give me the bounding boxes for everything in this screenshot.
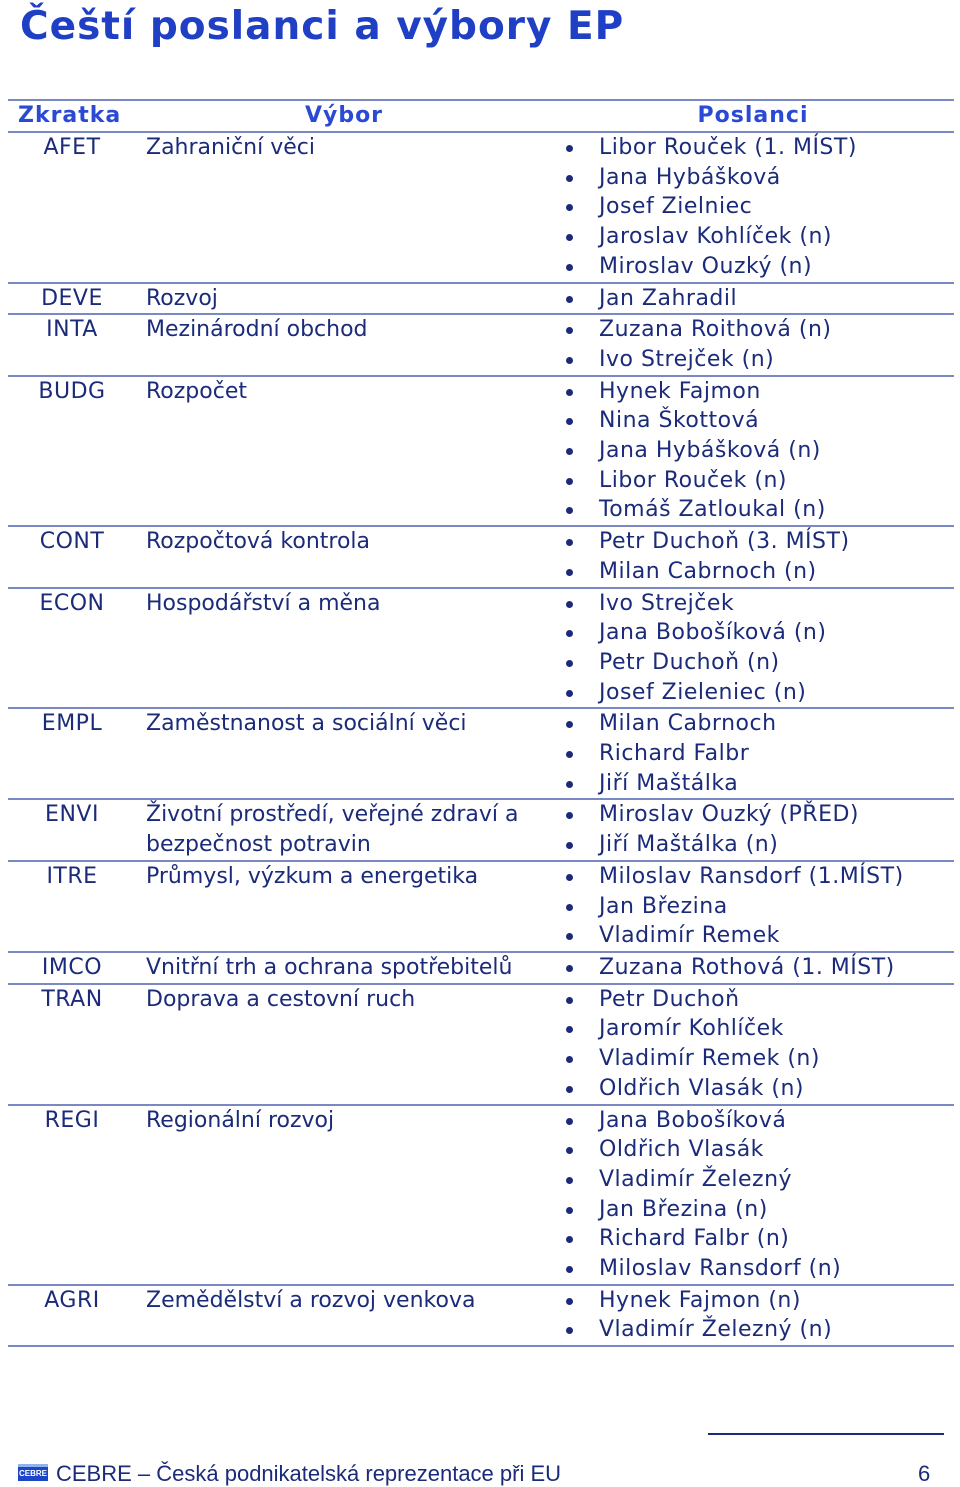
committee-abbr: EMPL (8, 708, 136, 799)
cebre-logo-icon: CEBRE (18, 1464, 48, 1481)
committee-abbr: TRAN (8, 984, 136, 1105)
table-header-row (8, 100, 954, 132)
committee-name: Rozpočet (136, 376, 552, 527)
committee-name: Doprava a cestovní ruch (136, 984, 552, 1105)
members-cell (552, 588, 954, 709)
page-number: 6 (918, 1461, 931, 1486)
members-list (552, 709, 954, 798)
members-list (552, 1106, 954, 1284)
committee-name: Regionální rozvoj (136, 1105, 552, 1285)
member-item: Jana Hybášková (n) (552, 436, 954, 466)
committee-name: Zaměstnanost a sociální věci (136, 708, 552, 799)
committees-table (8, 99, 954, 1347)
members-list (552, 589, 954, 708)
member-item: Josef Zieleniec (n) (552, 678, 954, 708)
table-row (8, 799, 954, 860)
table-row (8, 1285, 954, 1346)
members-cell (552, 952, 954, 984)
table-row (8, 132, 954, 283)
table-row (8, 952, 954, 984)
members-cell (552, 283, 954, 315)
member-item: Jaromír Kohlíček (552, 1014, 954, 1044)
table-row (8, 708, 954, 799)
members-list (552, 800, 954, 859)
member-item: Ivo Strejček (552, 589, 954, 619)
member-item: Milan Cabrnoch (n) (552, 557, 954, 587)
table-row (8, 283, 954, 315)
member-item: Vladimír Železný (n) (552, 1315, 954, 1345)
members-cell (552, 984, 954, 1105)
members-cell (552, 1105, 954, 1285)
members-list (552, 284, 954, 314)
members-cell (552, 861, 954, 952)
committee-abbr: ENVI (8, 799, 136, 860)
members-list (552, 953, 954, 983)
member-item: Zuzana Rothová (1. MÍST) (552, 953, 954, 983)
member-item: Jana Bobošíková (552, 1106, 954, 1136)
committee-name: Hospodářství a měna (136, 588, 552, 709)
member-item: Oldřich Vlasák (n) (552, 1074, 954, 1104)
member-item: Tomáš Zatloukal (n) (552, 495, 954, 525)
members-cell (552, 526, 954, 587)
page-title: Čeští poslanci a výbory EP (20, 4, 625, 49)
member-item: Richard Falbr (552, 739, 954, 769)
member-item: Richard Falbr (n) (552, 1224, 954, 1254)
members-list (552, 862, 954, 951)
committee-abbr: ITRE (8, 861, 136, 952)
table-row (8, 861, 954, 952)
member-item: Milan Cabrnoch (552, 709, 954, 739)
committee-abbr: INTA (8, 314, 136, 375)
committee-abbr: AGRI (8, 1285, 136, 1346)
committee-abbr: REGI (8, 1105, 136, 1285)
table-row (8, 526, 954, 587)
members-list (552, 315, 954, 374)
member-item: Jan Zahradil (552, 284, 954, 314)
header-committee: Výbor (136, 100, 552, 132)
member-item: Petr Duchoň (n) (552, 648, 954, 678)
members-list (552, 1286, 954, 1345)
member-item: Miroslav Ouzký (PŘED) (552, 800, 954, 830)
members-list (552, 133, 954, 282)
committee-abbr: CONT (8, 526, 136, 587)
member-item: Miloslav Ransdorf (1.MÍST) (552, 862, 954, 892)
table-row (8, 588, 954, 709)
members-list (552, 377, 954, 526)
members-cell (552, 1285, 954, 1346)
member-item: Ivo Strejček (n) (552, 345, 954, 375)
members-cell (552, 708, 954, 799)
committee-name: Životní prostředí, veřejné zdraví a bezpečnost potravin (136, 799, 552, 860)
members-list (552, 985, 954, 1104)
members-cell (552, 376, 954, 527)
members-cell (552, 132, 954, 283)
header-abbr: Zkratka (8, 100, 136, 132)
committee-name: Vnitřní trh a ochrana spotřebitelů (136, 952, 552, 984)
member-item: Josef Zielniec (552, 192, 954, 222)
member-item: Libor Rouček (n) (552, 466, 954, 496)
table-row (8, 984, 954, 1105)
member-item: Nina Škottová (552, 406, 954, 436)
member-item: Vladimír Remek (552, 921, 954, 951)
committee-name: Zahraniční věci (136, 132, 552, 283)
member-item: Jana Hybášková (552, 163, 954, 193)
member-item: Petr Duchoň (552, 985, 954, 1015)
member-item: Libor Rouček (1. MÍST) (552, 133, 954, 163)
member-item: Miroslav Ouzký (n) (552, 252, 954, 282)
member-item: Oldřich Vlasák (552, 1135, 954, 1165)
member-item: Jana Bobošíková (n) (552, 618, 954, 648)
members-cell (552, 314, 954, 375)
table-row (8, 1105, 954, 1285)
committee-name: Průmysl, výzkum a energetika (136, 861, 552, 952)
members-list (552, 527, 954, 586)
committee-abbr: ECON (8, 588, 136, 709)
member-item: Zuzana Roithová (n) (552, 315, 954, 345)
member-item: Hynek Fajmon (552, 377, 954, 407)
members-cell (552, 799, 954, 860)
member-item: Miloslav Ransdorf (n) (552, 1254, 954, 1284)
member-item: Jan Březina (n) (552, 1195, 954, 1225)
member-item: Jaroslav Kohlíček (n) (552, 222, 954, 252)
footer-text: CEBRE – Česká podnikatelská reprezentace při EU (56, 1461, 562, 1486)
table-row (8, 376, 954, 527)
member-item: Jan Březina (552, 892, 954, 922)
member-item: Vladimír Železný (552, 1165, 954, 1195)
member-item: Petr Duchoň (3. MÍST) (552, 527, 954, 557)
member-item: Vladimír Remek (n) (552, 1044, 954, 1074)
committee-name: Rozpočtová kontrola (136, 526, 552, 587)
committee-abbr: DEVE (8, 283, 136, 315)
committee-name: Zemědělství a rozvoj venkova (136, 1285, 552, 1346)
committee-abbr: IMCO (8, 952, 136, 984)
committee-abbr: AFET (8, 132, 136, 283)
table-body (8, 132, 954, 1346)
committee-name: Rozvoj (136, 283, 552, 315)
header-members: Poslanci (552, 100, 954, 132)
committee-name: Mezinárodní obchod (136, 314, 552, 375)
member-item: Hynek Fajmon (n) (552, 1286, 954, 1316)
footer-rule (708, 1433, 944, 1435)
member-item: Jiří Maštálka (n) (552, 830, 954, 860)
table-row (8, 314, 954, 375)
member-item: Jiří Maštálka (552, 769, 954, 799)
committee-abbr: BUDG (8, 376, 136, 527)
